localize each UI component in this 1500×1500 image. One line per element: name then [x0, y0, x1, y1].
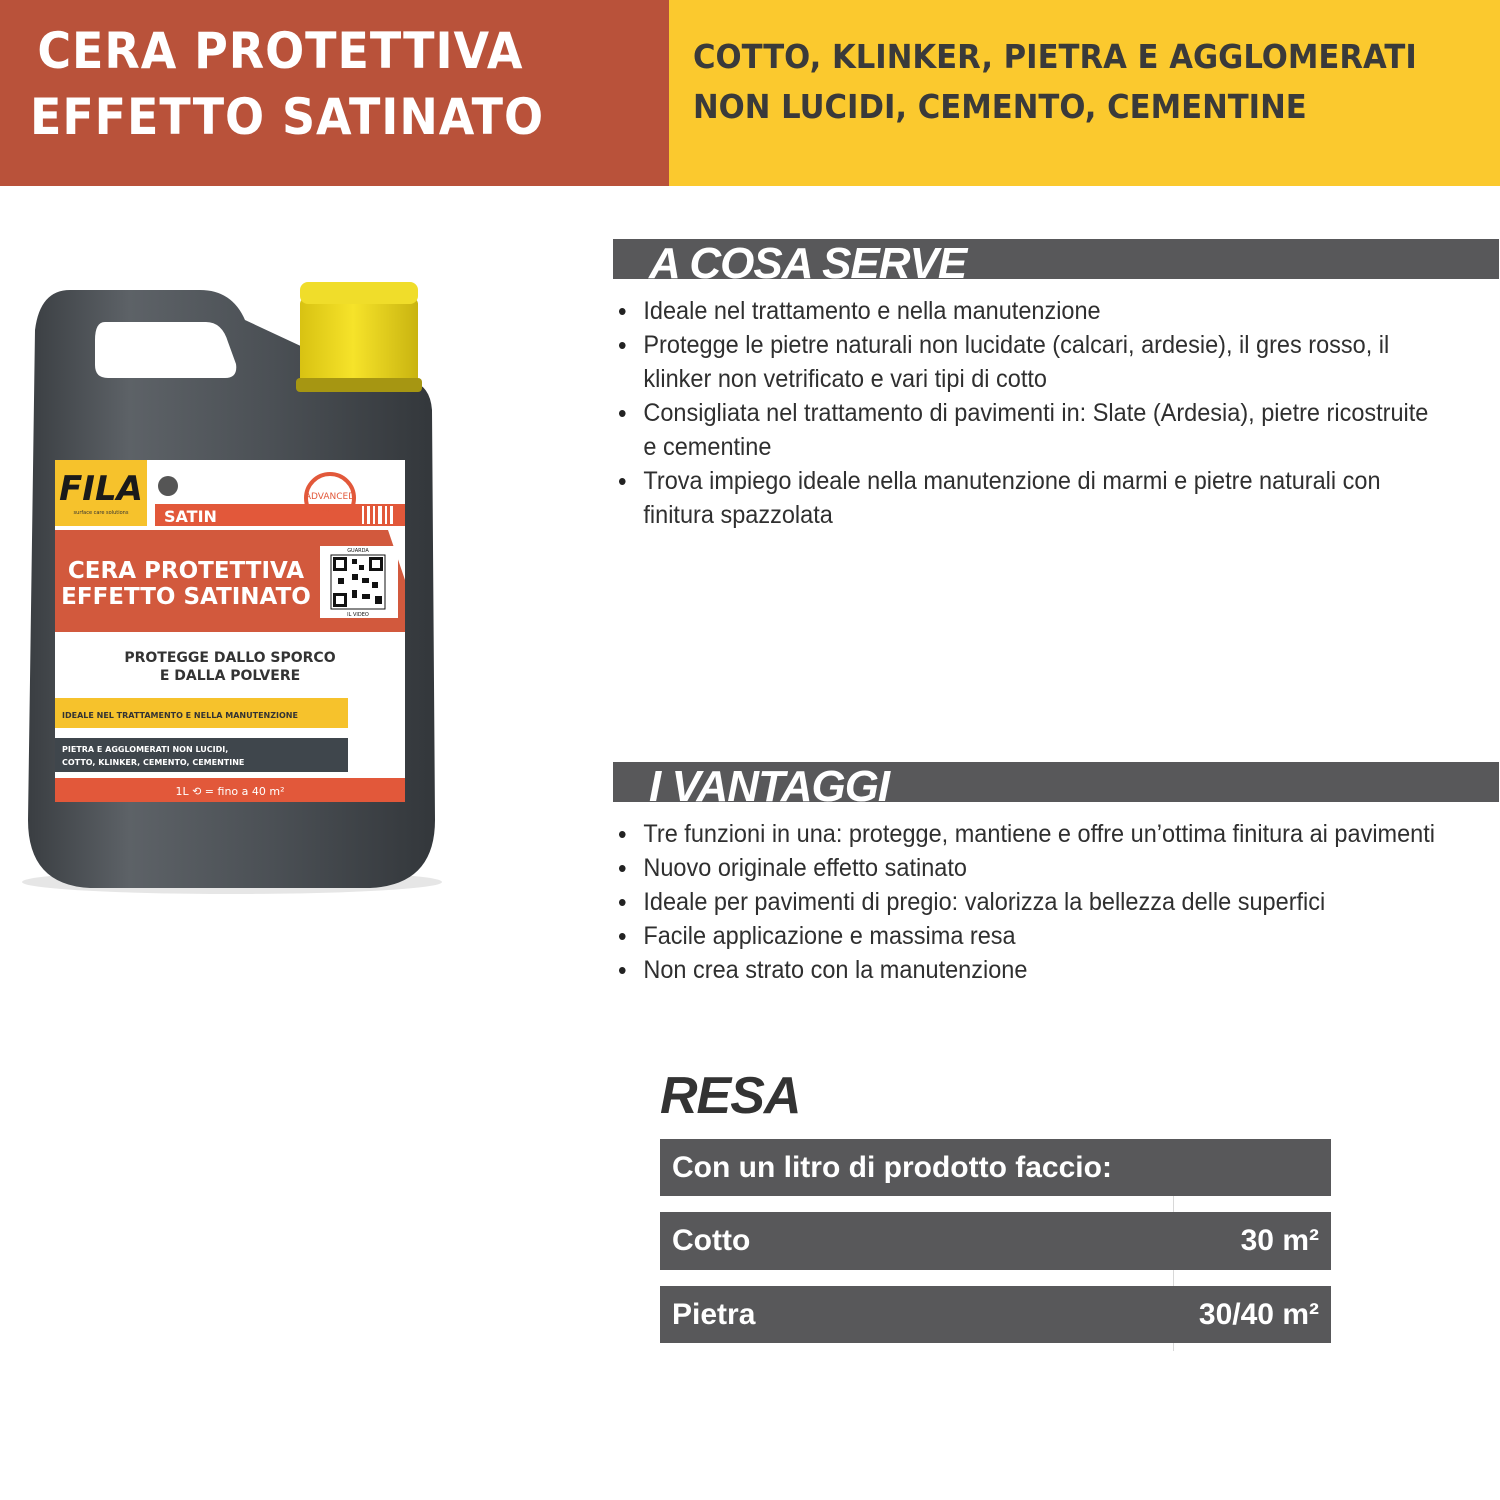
label-claim-line-1: PROTEGGE DALLO SPORCO: [124, 650, 336, 666]
label-dark-strip-line-1: PIETRA E AGGLOMERATI NON LUCIDI,: [62, 745, 229, 754]
bottle-cap: [300, 298, 418, 386]
label-yellow-strip-text: IDEALE NEL TRATTAMENTO E NELLA MANUTENZIONE: [62, 711, 298, 720]
qr-top-text: GUARDA: [347, 548, 369, 554]
table-row: [660, 1212, 1331, 1270]
header-title-panel: [0, 0, 669, 186]
product-bottle-image: [0, 260, 460, 920]
resa-header-row: [660, 1139, 1331, 1196]
header-surfaces-panel: [669, 0, 1500, 186]
uses-list: [618, 294, 1488, 532]
resa-row-label: Cotto: [672, 1224, 751, 1257]
list-item: • Ideale nel trattamento e nella manutenzione: [618, 294, 1436, 328]
list-item: • Ideale per pavimenti di pregio: valorizza la bellezza delle superfici: [618, 885, 1436, 919]
resa-row-value: 30 m²: [1240, 1224, 1319, 1257]
list-item: • Trova impiego ideale nella manutenzione di marmi e pietre naturali con finitura spazzolata: [618, 464, 1436, 532]
list-item: • Consigliata nel trattamento di pavimenti in: Slate (Ardesia), pietre ricostruite e cementine: [618, 396, 1436, 464]
advantages-section-title: I VANTAGGI: [649, 762, 890, 802]
list-item: • Tre funzioni in una: protegge, mantiene e offre un’ottima finitura ai pavimenti: [618, 817, 1436, 851]
resa-divider: [1173, 1270, 1174, 1286]
list-item: • Protegge le pietre naturali non lucidate (calcari, ardesie), il gres rosso, il klinker non vetrificato e vari tipi di cotto: [618, 328, 1436, 396]
advantages-list: [618, 817, 1488, 987]
table-row: [660, 1286, 1331, 1343]
list-item: • Non crea strato con la manutenzione: [618, 953, 1436, 987]
qr-bottom-text: IL VIDEO: [347, 612, 369, 618]
header-title-line-2: EFFETTO SATINATO: [30, 88, 545, 146]
label-volume-text: 1L ⟲ = fino a 40 m²: [175, 785, 285, 798]
list-item: • Facile applicazione e massima resa: [618, 919, 1436, 953]
label-name-line-2: EFFETTO SATINATO: [61, 584, 311, 610]
label-dark-strip-line-2: COTTO, KLINKER, CEMENTO, CEMENTINE: [62, 758, 245, 767]
brand-tagline: surface care solutions: [73, 510, 129, 516]
brand-text: FILA: [59, 469, 143, 509]
uses-section-title: A COSA SERVE: [649, 239, 967, 279]
qr-code-icon: [331, 555, 385, 609]
variant-text: SATIN: [164, 507, 217, 526]
resa-row-value: 30/40 m²: [1198, 1297, 1319, 1331]
label-claim-line-2: E DALLA POLVERE: [159, 668, 301, 684]
uses-section-header: [613, 239, 1499, 279]
header-surfaces-line-1: COTTO, KLINKER, PIETRA E AGGLOMERATI: [693, 37, 1417, 76]
resa-divider: [1173, 1343, 1174, 1351]
header-title-line-1: CERA PROTETTIVA: [37, 22, 524, 80]
badge-sub-text: FORMULA: [315, 507, 345, 514]
badge-text: ADVANCED: [304, 492, 356, 502]
resa-divider: [1173, 1196, 1174, 1212]
resa-title: RESA: [660, 1067, 801, 1125]
resa-header-text: Con un litro di prodotto faccio:: [672, 1150, 1112, 1184]
label-name-line-1: CERA PROTETTIVA: [67, 558, 305, 584]
advantages-section-header: [613, 762, 1499, 802]
resa-row-label: Pietra: [672, 1297, 756, 1331]
header-surfaces-line-2: NON LUCIDI, CEMENTO, CEMENTINE: [693, 87, 1307, 126]
list-item: • Nuovo originale effetto satinato: [618, 851, 1436, 885]
